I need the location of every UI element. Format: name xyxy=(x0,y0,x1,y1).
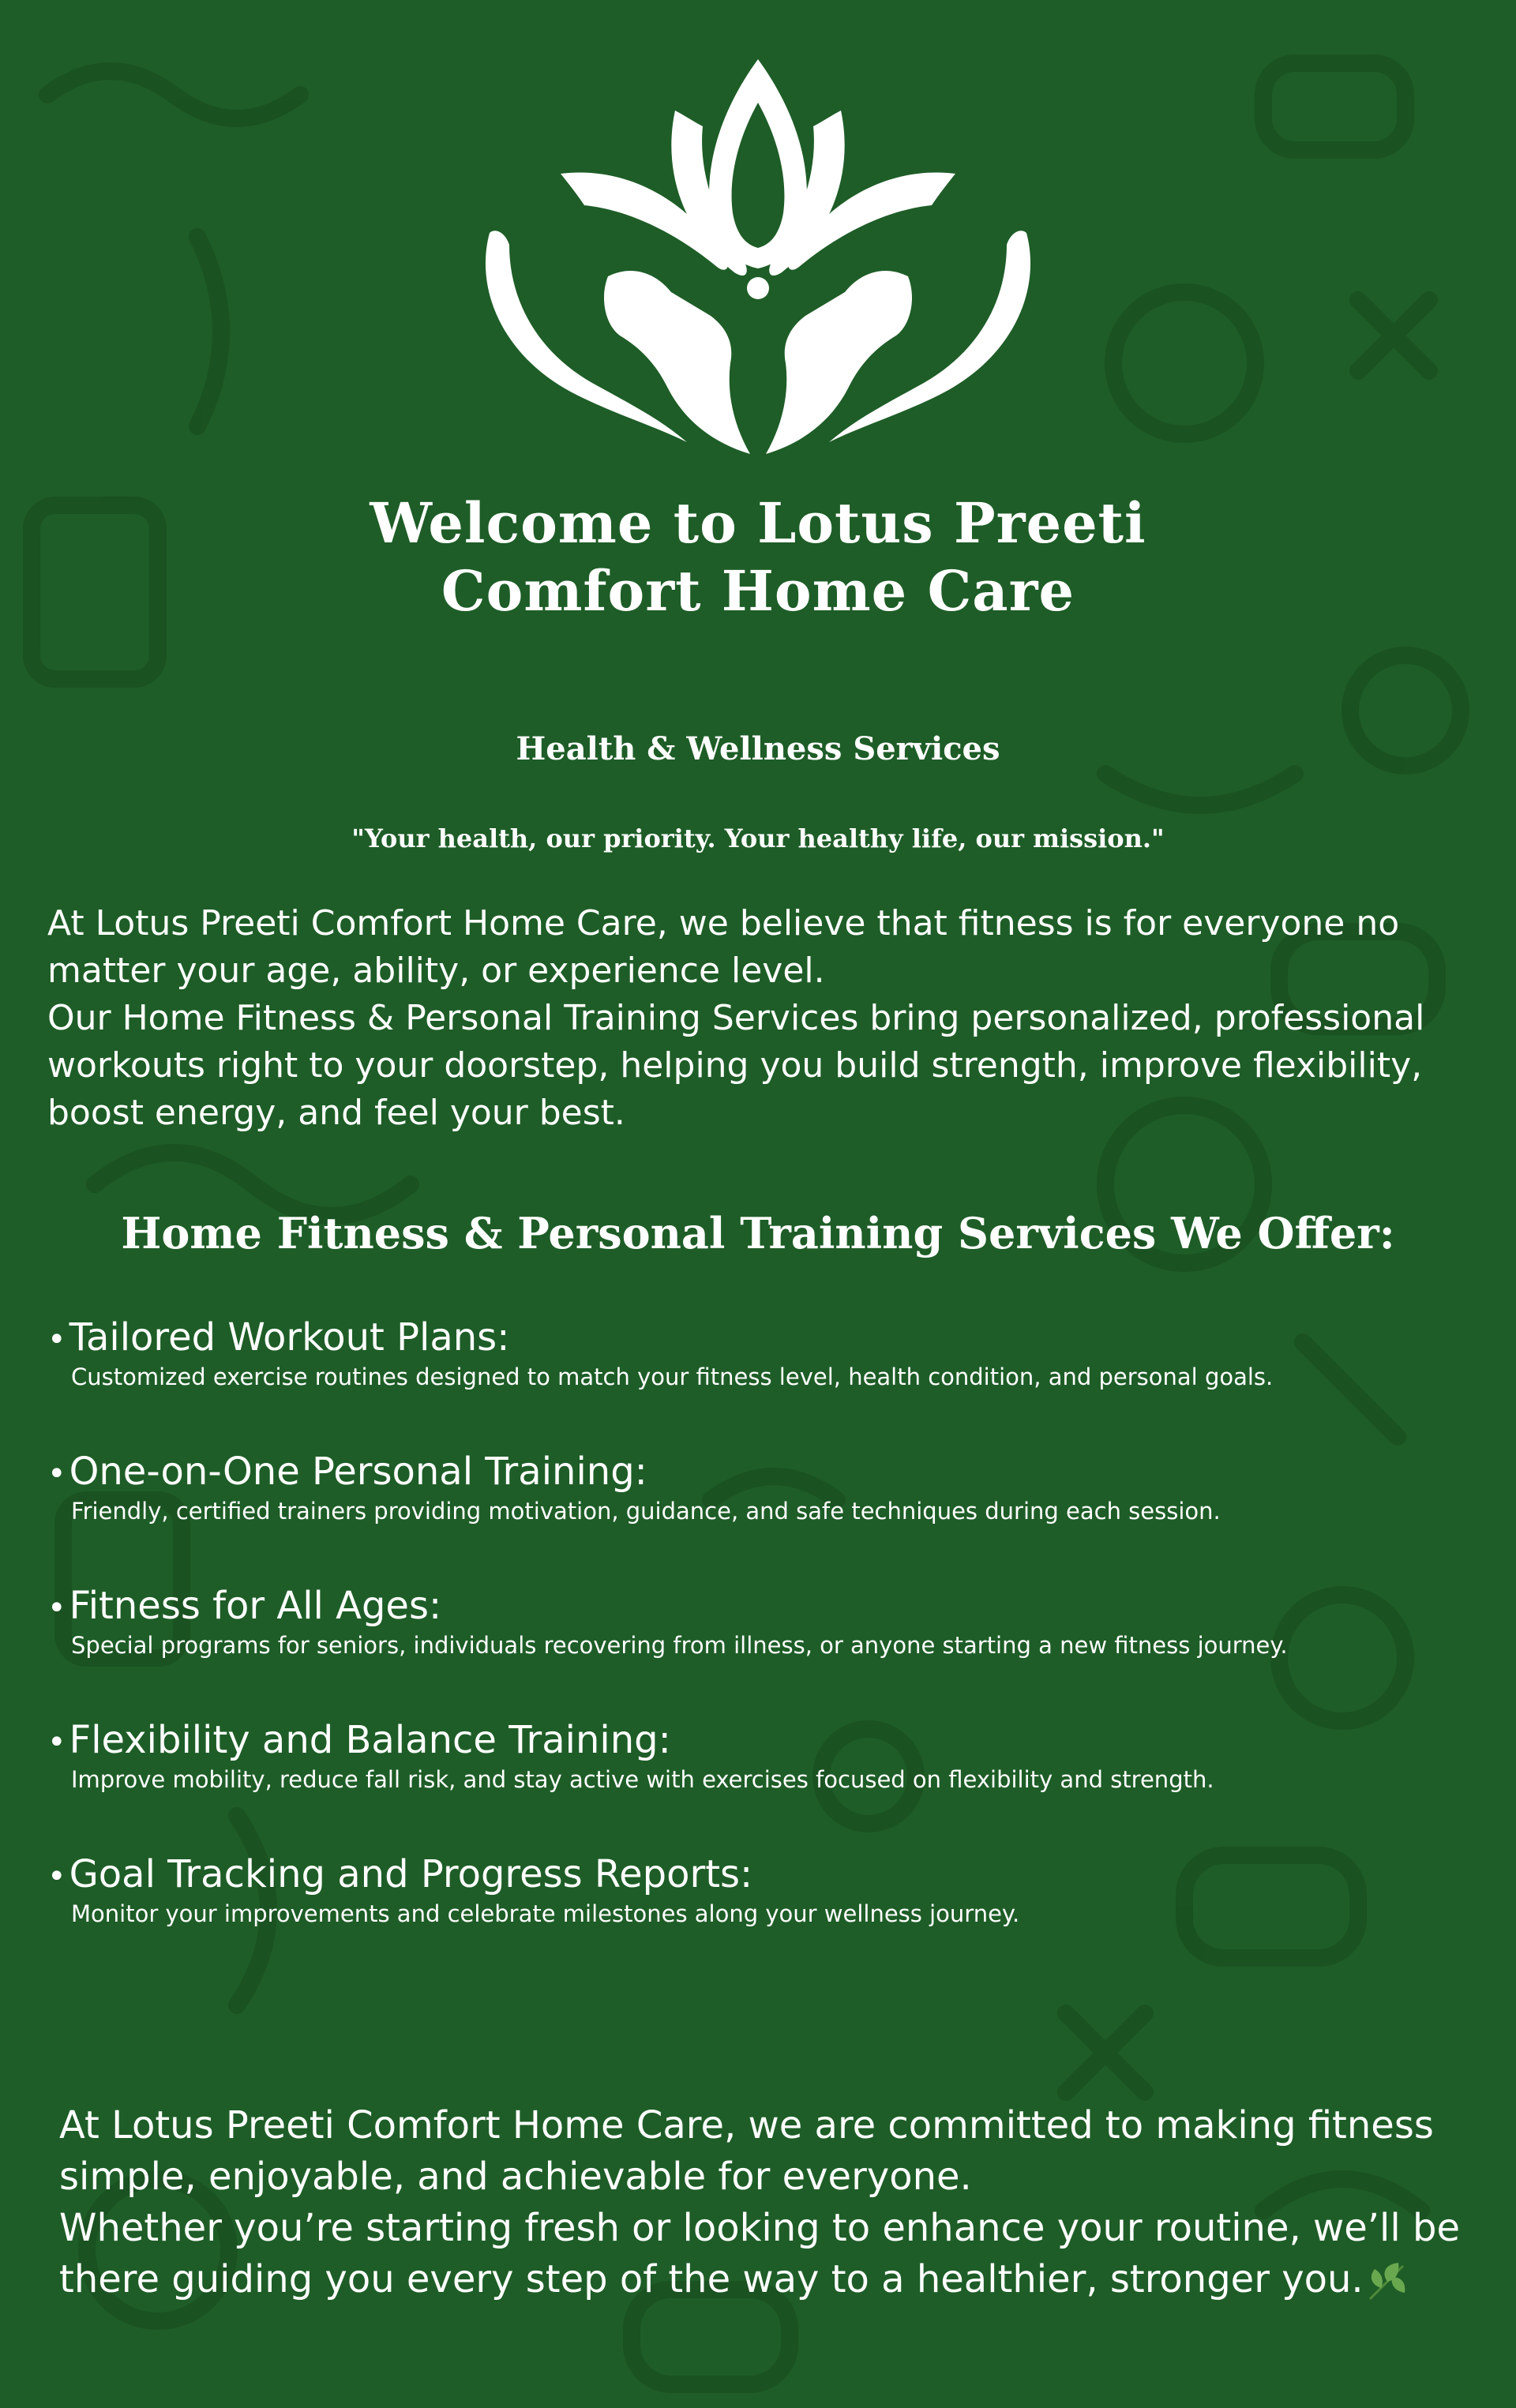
service-title: One-on-One Personal Training: xyxy=(69,1450,647,1494)
service-description: Monitor your improvements and celebrate milestones along your wellness journey. xyxy=(71,1900,1020,1927)
intro-paragraph-1: At Lotus Preeti Comfort Home Care, we believe that fitness is for everyone no matter your age, ability, or experience level. xyxy=(47,903,1400,991)
service-title: Flexibility and Balance Training: xyxy=(69,1718,671,1762)
service-item xyxy=(47,1717,1469,1851)
closing-paragraph-2-text: Whether you’re starting fresh or looking to enhance your routine, we’ll be there guiding you every step of the way to a healthier, stronger you. xyxy=(59,2206,1460,2301)
service-description: Special programs for seniors, individuals recovering from illness, or anyone starting a new fitness journey. xyxy=(71,1632,1288,1659)
bullet-icon: • xyxy=(47,1724,66,1761)
service-title: Tailored Workout Plans: xyxy=(69,1315,510,1360)
intro-text xyxy=(47,900,1484,1137)
closing-paragraph-2 xyxy=(59,2203,1480,2305)
service-item xyxy=(47,1851,1469,1986)
section-subtitle: Health & Wellness Services xyxy=(516,730,1000,767)
service-item xyxy=(47,1583,1469,1717)
bullet-icon: • xyxy=(47,1859,66,1895)
closing-text xyxy=(59,2100,1480,2305)
service-item xyxy=(47,1449,1469,1583)
services-list xyxy=(47,1315,1469,1986)
bullet-icon: • xyxy=(47,1590,66,1626)
service-title: Fitness for All Ages: xyxy=(69,1584,442,1628)
intro-paragraph-2: Our Home Fitness & Personal Training Services bring personalized, professional workouts right to your doorstep, helping you build strength, improve flexibility, boost energy, and feel your best. xyxy=(47,998,1425,1133)
page-title-line1: Welcome to Lotus Preeti xyxy=(370,490,1146,556)
bullet-icon: • xyxy=(47,1322,66,1358)
service-description: Customized exercise routines designed to match your fitness level, health condition, and personal goals. xyxy=(71,1363,1274,1390)
lotus-hands-icon xyxy=(474,47,1042,474)
service-item xyxy=(47,1315,1469,1449)
tagline: "Your health, our priority. Your healthy life, our mission." xyxy=(351,823,1165,853)
service-description: Friendly, certified trainers providing motivation, guidance, and safe techniques during each session. xyxy=(71,1498,1221,1525)
leaf-icon xyxy=(1364,2258,1411,2305)
service-title: Goal Tracking and Progress Reports: xyxy=(69,1852,753,1896)
service-description: Improve mobility, reduce fall risk, and stay active with exercises focused on flexibility and strength. xyxy=(71,1766,1214,1793)
closing-paragraph-1: At Lotus Preeti Comfort Home Care, we are committed to making fitness simple, enjoyable, and achievable for everyone. xyxy=(59,2103,1434,2199)
services-heading: Home Fitness & Personal Training Services We Offer: xyxy=(121,1208,1395,1258)
bullet-icon: • xyxy=(47,1456,66,1492)
page-title xyxy=(284,489,1232,625)
page-title-line2: Comfort Home Care xyxy=(441,558,1075,624)
